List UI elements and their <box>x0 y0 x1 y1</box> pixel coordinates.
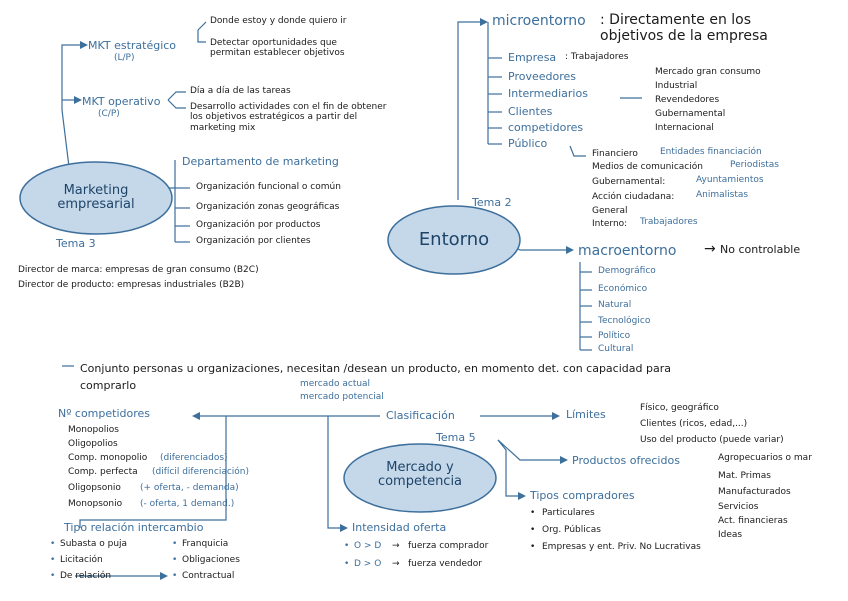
intensidad-bullet: • <box>344 541 350 551</box>
bubble-mercado-label: Mercado y competencia <box>377 460 463 490</box>
productos-item: Mat. Primas <box>718 471 771 481</box>
departamento-item: Organización por clientes <box>196 236 311 246</box>
mkt-operativo-term: (C/P) <box>98 109 120 119</box>
clientes-type: Industrial <box>655 81 698 91</box>
mkt-estrategico-term: (L/P) <box>114 53 135 63</box>
relacion-bullet: • <box>172 571 178 581</box>
clasificacion-label: Clasificación <box>386 409 455 422</box>
macroentorno-arrow: → <box>704 241 716 257</box>
micro-item-competidores: competidores <box>508 121 584 134</box>
relacion-bullet: • <box>50 539 56 549</box>
macroentorno-note: No controlable <box>720 243 801 256</box>
mercado-note: mercado potencial <box>300 392 384 402</box>
tema-5-tag: Tema 5 <box>436 431 476 444</box>
limites-item: Clientes (ricos, edad,...) <box>640 419 748 429</box>
clientes-type: Revendedores <box>655 95 720 105</box>
micro-item-intermediarios: Intermediarios <box>508 87 588 100</box>
macroentorno-label: macroentorno <box>578 243 677 259</box>
publico-example: Entidades financiación <box>660 147 762 157</box>
competidores-item: Comp. perfecta <box>68 467 138 477</box>
compradores-bullet: • <box>530 508 536 518</box>
departamento-label: Departamento de marketing <box>182 155 339 168</box>
competidores-note: (+ oferta, - demanda) <box>140 483 239 493</box>
competidores-label: Nº competidores <box>58 407 151 420</box>
intensidad-item: D > O <box>354 559 382 569</box>
intensidad-result: fuerza vendedor <box>408 559 482 569</box>
relacion-item: Subasta o puja <box>60 539 128 549</box>
macro-item: Económico <box>598 284 648 294</box>
productos-item: Ideas <box>718 530 743 540</box>
clientes-type: Gubernamental <box>655 109 726 119</box>
micro-item-publico: Público <box>508 137 548 150</box>
macro-item: Tecnológico <box>598 316 651 326</box>
publico-example: Ayuntamientos <box>696 175 764 185</box>
micro-item-clientes: Clientes <box>508 105 553 118</box>
departamento-item: Organización zonas geográficas <box>196 202 340 212</box>
productos-item: Act. financieras <box>718 516 788 526</box>
mercado-note: mercado actual <box>300 379 371 389</box>
limites-label: Límites <box>566 408 606 421</box>
macro-item: Natural <box>598 300 632 310</box>
competidores-item: Comp. monopolio <box>68 453 148 463</box>
competidores-item: Monopolios <box>68 425 119 435</box>
macro-item: Político <box>598 331 631 341</box>
competidores-item: Monopsonio <box>68 499 123 509</box>
relacion-item: Contractual <box>182 571 235 581</box>
publico-type: Acción ciudadana: <box>592 192 675 202</box>
compradores-bullet: • <box>530 525 536 535</box>
macro-item: Cultural <box>598 344 634 354</box>
departamento-item: Organización por productos <box>196 220 321 230</box>
mkt-estrategico-label: MKT estratégico <box>88 39 177 52</box>
microentorno-label: microentorno <box>492 13 586 29</box>
competidores-note: (- oferta, 1 demand.) <box>140 499 235 509</box>
compradores-bullet: • <box>530 542 536 552</box>
relacion-item: Licitación <box>60 555 103 565</box>
compradores-item: Org. Públicas <box>542 525 601 535</box>
micro-item-proveedores: Proveedores <box>508 70 576 83</box>
publico-example: Periodistas <box>730 160 779 170</box>
relacion-bullet: • <box>50 555 56 565</box>
intensidad-bullet: • <box>344 559 350 569</box>
bubble-marketing-label: Marketing empresarial <box>57 183 135 213</box>
bubble-entorno-label: Entorno <box>418 229 490 250</box>
intensidad-item: O > D <box>354 541 382 551</box>
productos-label: Productos ofrecidos <box>572 454 680 467</box>
competidores-note: (diferenciados) <box>160 453 228 463</box>
macro-item: Demográfico <box>598 266 656 276</box>
publico-type: Interno: <box>592 219 628 229</box>
limites-item: Físico, geográfico <box>640 403 719 413</box>
director-marca: Director de marca: empresas de gran consumo (B2C) <box>18 265 259 275</box>
intensidad-label: Intensidad oferta <box>352 521 447 534</box>
relacion-bullet: • <box>50 571 56 581</box>
departamento-item: Organización funcional o común <box>196 182 341 192</box>
clientes-type: Mercado gran consumo <box>655 67 761 77</box>
micro-item-empresa: Empresa <box>508 51 557 64</box>
intensidad-arrow: → <box>392 541 400 551</box>
publico-type: Medios de comunicación <box>592 162 703 172</box>
relacion-item: De relación <box>60 571 112 581</box>
empresa-note: : Trabajadores <box>565 52 629 62</box>
publico-type: Gubernamental: <box>592 177 666 187</box>
mkt-operativo-item-1: Día a día de las tareas <box>190 86 291 96</box>
tema-2-tag: Tema 2 <box>472 196 512 209</box>
compradores-label: Tipos compradores <box>530 489 635 502</box>
mkt-estrategico-item-2: Detectar oportunidades que permitan establecer objetivos <box>210 38 345 59</box>
limites-item: Uso del producto (puede variar) <box>640 435 784 445</box>
relacion-bullet: • <box>172 539 178 549</box>
productos-item: Agropecuarios o mar <box>718 453 812 463</box>
intensidad-result: fuerza comprador <box>408 541 489 551</box>
productos-item: Manufacturados <box>718 487 791 497</box>
compradores-item: Particulares <box>542 508 595 518</box>
director-producto: Director de producto: empresas industriales (B2B) <box>18 280 245 290</box>
competidores-note: (difícil diferenciación) <box>152 467 250 477</box>
relacion-bullet: • <box>172 555 178 565</box>
publico-example: Animalistas <box>696 190 749 200</box>
competidores-item: Oligopsonio <box>68 483 121 493</box>
publico-type: General <box>592 206 628 216</box>
mkt-operativo-item-2: Desarrollo actividades con el fin de obtener los objetivos estratégicos a partir del marketing mix <box>190 102 387 133</box>
mkt-operativo-label: MKT operativo <box>82 95 161 108</box>
mercado-definition: Conjunto personas u organizaciones, necesitan /desean un producto, en momento det. con capacidad para comprarlo <box>80 362 671 392</box>
competidores-item: Oligopolios <box>68 439 118 449</box>
publico-type: Financiero <box>592 149 638 159</box>
intensidad-arrow: → <box>392 559 400 569</box>
relacion-label: Tipo relación intercambio <box>64 521 204 534</box>
tema-3-tag: Tema 3 <box>56 237 96 250</box>
publico-example: Trabajadores <box>640 217 698 227</box>
compradores-item: Empresas y ent. Priv. No Lucrativas <box>542 542 701 552</box>
relacion-item: Obligaciones <box>182 555 240 565</box>
relacion-item: Franquicia <box>182 539 229 549</box>
mkt-estrategico-item-1: Donde estoy y donde quiero ir <box>210 16 347 26</box>
clientes-type: Internacional <box>655 123 714 133</box>
microentorno-definition: : Directamente en los objetivos de la empresa <box>600 12 768 45</box>
productos-item: Servicios <box>718 502 759 512</box>
